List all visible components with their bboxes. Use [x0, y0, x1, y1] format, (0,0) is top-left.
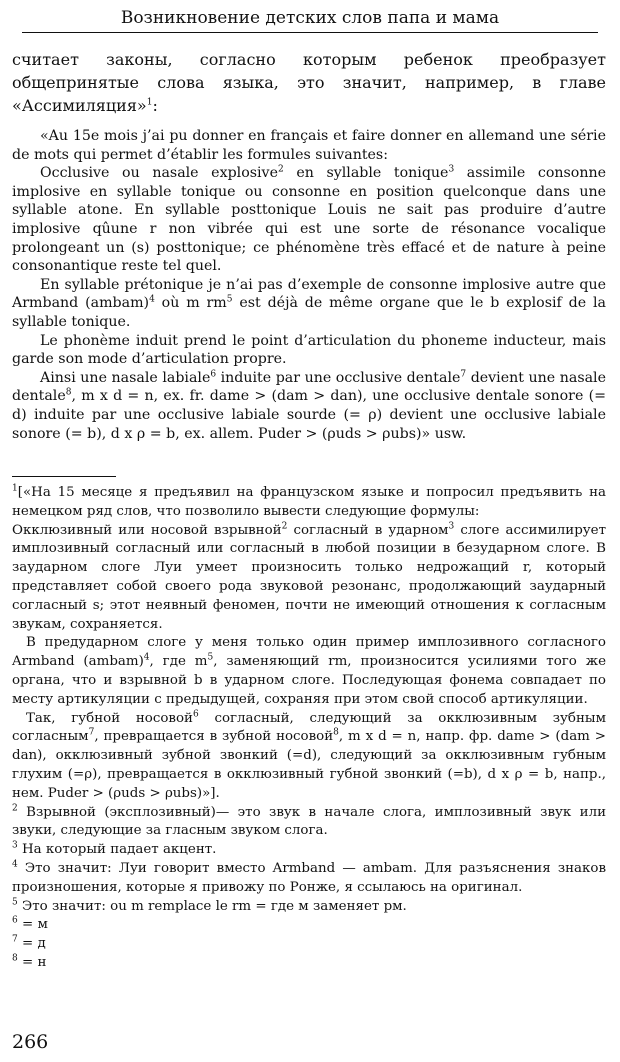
footnote-mark: 8: [12, 953, 18, 964]
footnote-6: [12, 916, 606, 935]
quote-text: en syllable tonique: [283, 165, 449, 182]
footnote-text: = м: [17, 917, 48, 933]
footnote-text: , превращается в зубной носовой: [94, 729, 334, 745]
quote-paragraph-3: [12, 276, 606, 332]
quote-text: , m x d = n, ex. fr. dame > (dam > dan), une occlusive dentale sonore (= d) induite par une occlusive labiale sourde (= ρ) devient une occlusive labiale sonore (= b), d x ρ = b, ex. allem. Ρuder > (ρuds > ρubs)» usw.: [12, 388, 606, 442]
footnotes: [12, 484, 606, 973]
footnote-text: Взрывной (эксплозивный)— это звук в начале слога, имплозивный звук или звуки, следующие за гласным звуком слога.: [12, 804, 606, 839]
footnote-1: [12, 484, 606, 522]
footnote-ref: 6: [210, 368, 217, 379]
footnote-ref: 2: [277, 164, 284, 175]
footnote-mark: 7: [12, 934, 18, 945]
quote-paragraph-4: Le phonème induit prend le point d’articulation du phoneme inducteur, mais garde son mode d’articulation propre.: [12, 332, 606, 368]
footnote-1-para-4: [12, 710, 606, 804]
lead-paragraph: [12, 48, 606, 117]
footnote-text: В предударном слоге у меня только один пример имплозивного согласного Armband (ambam): [12, 635, 606, 670]
footnote-ref: 7: [88, 727, 95, 738]
quote-text: est déjà de même organe que le b explosif de la syllable tonique.: [12, 295, 606, 330]
french-quotation: [12, 127, 606, 443]
footnote-ref: 3: [448, 521, 455, 532]
quote-text: induite par une occlusive dentale: [216, 369, 461, 386]
footnote-mark: 2: [12, 803, 18, 814]
footnote-ref: 4: [149, 294, 155, 305]
footnote-text: Окклюзивный или носовой взрывной: [12, 522, 282, 538]
footnote-ref: 1: [146, 97, 153, 108]
footnote-mark: 4: [12, 859, 18, 870]
lead-colon: :: [152, 96, 158, 115]
footnote-text: Это значит: ou m remplace le rm = где м заменяет рм.: [17, 898, 407, 914]
footnote-mark: 5: [12, 897, 18, 908]
quote-text: assimile consonne implosive en syllable tonique ou consonne en position quelconque dans une syllable atone. En syllable posttonique Louis ne sait pas produire d’autre implosive qûune r non vibrée qui est une sorte de résonance vocalique prolongeant un (s) posttonique; ce phénomène très effacé et de nature à peine consonantique reste tel quel.: [12, 165, 606, 275]
quote-text: où m rm: [154, 295, 227, 312]
footnote-mark: 3: [12, 840, 18, 851]
footnote-divider: [12, 476, 116, 477]
footnote-3: [12, 841, 606, 860]
footnote-ref: 6: [192, 709, 199, 720]
footnote-5: [12, 898, 606, 917]
quote-text: devient une nasale dentale: [12, 369, 606, 405]
footnote-text: , где m: [149, 654, 208, 670]
main-text: [12, 48, 606, 443]
footnote-text: [«На 15 месяце я предъявил на французском языке и попросил предъявить на немецком ряд слов, что позволило вывести следующие формулы:: [12, 485, 606, 519]
footnote-2: [12, 804, 606, 842]
footnote-text: слоге ассимилирует имплозивный согласный или согласный в любой позиции в безударном слоге. В заударном слоге Луи умеет произносить только недрожащий r, который представляет собой своего рода звуковой резонанс, продолжающий заударный согласный s; этот неявный феномен, почти не имеющий отношения к согласным звукам, сохраняется.: [12, 522, 606, 632]
quote-paragraph-2: [12, 164, 606, 276]
footnote-ref: 2: [281, 521, 288, 532]
footnote-ref: 7: [460, 368, 467, 379]
footnote-ref: 5: [207, 652, 214, 663]
footnote-text: Это значит: Луи говорит вместо Armband — ambam. Для разъяснения знаков произношения, которые я привожу по Ронже, я ссылаюсь на оригинал.: [12, 860, 606, 895]
running-header: Возникновение детских слов папа и мама: [22, 6, 598, 33]
footnote-ref: 4: [143, 652, 150, 663]
footnote-text: , m x d = n, напр. фр. dame > (dam > dan), окклюзивный зубной звонкий (=d), следующий за окклюзивным губным глухим (=ρ), превращается в окклюзивный губной звонкий (=b), d x ρ = b, напр., нем. Ρuder > (ρuds > ρubs)»].: [12, 729, 606, 801]
footnote-8: [12, 954, 606, 973]
quote-text: Ainsi une nasale labiale: [40, 369, 211, 386]
footnote-7: [12, 935, 606, 954]
footnote-text: = н: [17, 954, 47, 970]
footnote-text: согласный, следующий за окклюзивным зубным согласным: [12, 710, 606, 745]
footnote-1-para-2: [12, 522, 606, 635]
footnote-ref: 5: [226, 294, 233, 305]
footnote-ref: 3: [448, 164, 455, 175]
footnote-mark: 6: [12, 915, 18, 926]
quote-text: En syllable prétonique je n’ai pas d’exemple de consonne implosive autre que Armband (ambam): [12, 276, 606, 312]
footnote-text: = д: [17, 936, 46, 952]
footnote-ref: 8: [333, 727, 339, 738]
footnote-text: , заменяющий rm, произносится усилиями того же органа, что и взрывной b в ударном слоге. Последующая фонема совпадает по месту артикуляции с предыдущей, сохраняя при этом свой способ артикуляции.: [12, 654, 606, 707]
quote-paragraph-5: [12, 369, 606, 443]
lead-text: считает законы, согласно которым ребенок преобразует общепринятые слова языка, это значит, например, в главе «Ассимиляция»: [12, 50, 606, 115]
footnote-text: согласный в ударном: [287, 522, 449, 538]
footnote-mark: 1: [12, 483, 18, 494]
footnote-text: Так, губной носовой: [26, 710, 193, 726]
quote-text: Occlusive ou nasale explosive: [40, 165, 278, 182]
footnote-ref: 8: [65, 387, 72, 398]
footnote-text: На который падает акцент.: [17, 842, 217, 858]
footnote-1-para-3: [12, 634, 606, 709]
footnote-4: [12, 860, 606, 898]
page-number: 266: [12, 1031, 49, 1053]
quote-paragraph-1: «Au 15e mois j’ai pu donner en français et faire donner en allemand une série de mots qui permet d’établir les formules suivantes:: [12, 128, 606, 163]
